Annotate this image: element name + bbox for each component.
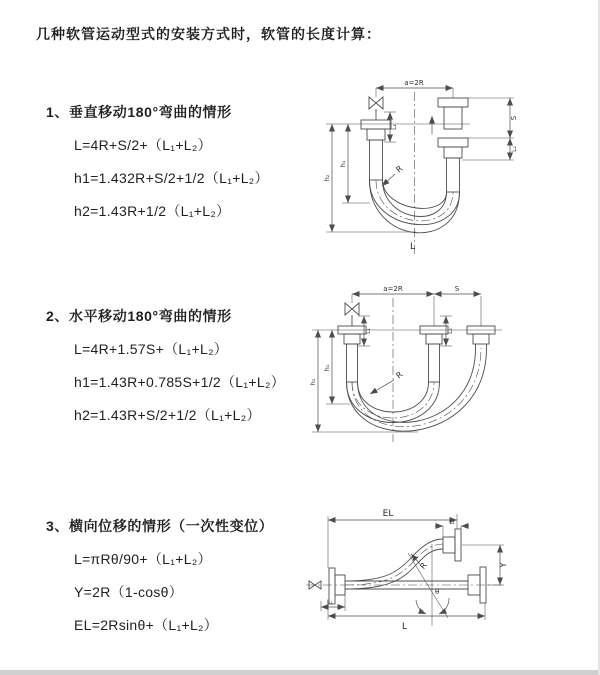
dim-label-l2: L₂ bbox=[511, 146, 518, 152]
valve-icon bbox=[345, 303, 359, 326]
braided-hose-section bbox=[370, 140, 383, 180]
dim-label-h2: h₂ bbox=[323, 174, 331, 182]
dim-label-h1: h₁ bbox=[323, 364, 331, 372]
scan-edge-bottom bbox=[0, 670, 600, 675]
valve-icon bbox=[369, 97, 383, 120]
dim-label-l2: L₂ bbox=[447, 328, 454, 334]
right-pipe-fitting bbox=[467, 326, 495, 348]
hose-bend bbox=[347, 348, 487, 431]
dim-label-l1: L₁ bbox=[327, 599, 333, 606]
dim-label-l: L bbox=[410, 242, 416, 252]
dim-label-l2: L₂ bbox=[449, 520, 455, 526]
section-horizontal-bend bbox=[46, 306, 326, 425]
formula-length: L=πRθ/90+（L₁+L₂） bbox=[74, 551, 212, 567]
formula-h2: h2=1.43R+1/2（L₁+L₂） bbox=[74, 203, 231, 219]
hose-s-curve bbox=[345, 539, 443, 589]
page-title: 几种软管运动型式的安装方式时，软管的长度计算： bbox=[36, 26, 381, 42]
radius-callout bbox=[382, 164, 405, 186]
left-pipe-fitting bbox=[361, 120, 391, 180]
dim-label-r: R bbox=[418, 560, 429, 571]
diagram-lateral-displacement bbox=[296, 498, 600, 644]
formula-h2: h2=1.43R+S/2+1/2（L₁+L₂） bbox=[74, 407, 261, 423]
left-pipe-fitting bbox=[338, 326, 366, 382]
formula-h1: h1=1.43R+0.785S+1/2（L₁+L₂） bbox=[74, 374, 285, 390]
dim-label-l1: L₁ bbox=[365, 328, 372, 334]
braided-hose-section bbox=[447, 158, 460, 192]
dimension-l1 bbox=[321, 595, 345, 611]
section-lateral-displacement bbox=[46, 516, 326, 635]
dim-label-s: S bbox=[510, 115, 518, 121]
dimension-h1-h2 bbox=[309, 330, 418, 432]
braided-hose-section bbox=[429, 344, 440, 382]
dim-label-el: EL bbox=[382, 509, 394, 519]
dimension-l1 bbox=[384, 112, 398, 142]
dim-label-l: L bbox=[402, 622, 408, 632]
dim-label-y: Y bbox=[499, 562, 508, 568]
dim-label-theta: θ bbox=[435, 588, 440, 596]
braided-hose-section bbox=[347, 344, 358, 382]
dimension-s-l2 bbox=[462, 98, 518, 160]
section-vertical-bend bbox=[46, 102, 326, 221]
formula-el: EL=2Rsinθ+（L₁+L₂） bbox=[74, 617, 219, 633]
section-3-heading: 3、横向位移的情形（一次性变位） bbox=[46, 518, 274, 534]
dim-label-h1: h₁ bbox=[339, 160, 347, 168]
diagram-vertical-bend bbox=[310, 76, 600, 258]
dim-label-l1: L₁ bbox=[391, 124, 398, 130]
right-pipe-fitting bbox=[432, 98, 468, 192]
dimension-l bbox=[328, 603, 485, 632]
dim-label-r: R bbox=[394, 369, 405, 381]
section-2-heading: 2、水平移动180°弯曲的情形 bbox=[46, 308, 232, 324]
formula-length: L=4R+S/2+（L₁+L₂） bbox=[74, 137, 212, 153]
dimension-el bbox=[328, 509, 457, 571]
dim-label-span: a=2R bbox=[383, 285, 403, 293]
dim-label-h2: h₂ bbox=[309, 378, 317, 386]
dim-label-span: a=2R bbox=[404, 79, 424, 87]
middle-pipe-fitting bbox=[420, 326, 448, 382]
dim-label-s: S bbox=[454, 285, 460, 293]
diagram-horizontal-bend bbox=[306, 282, 600, 464]
formula-h1: h1=1.432R+S/2+1/2（L₁+L₂） bbox=[74, 170, 269, 186]
formula-length: L=4R+1.57S+（L₁+L₂） bbox=[74, 341, 229, 357]
dimension-span-s bbox=[352, 285, 481, 326]
radius-callout bbox=[370, 370, 405, 394]
dimension-y bbox=[462, 545, 508, 585]
section-1-heading: 1、垂直移动180°弯曲的情形 bbox=[46, 104, 232, 120]
dimension-l2 bbox=[435, 520, 469, 537]
dim-label-r: R bbox=[394, 163, 405, 175]
formula-y: Y=2R（1-cosθ） bbox=[74, 584, 184, 600]
upper-flange-fitting bbox=[443, 529, 461, 561]
